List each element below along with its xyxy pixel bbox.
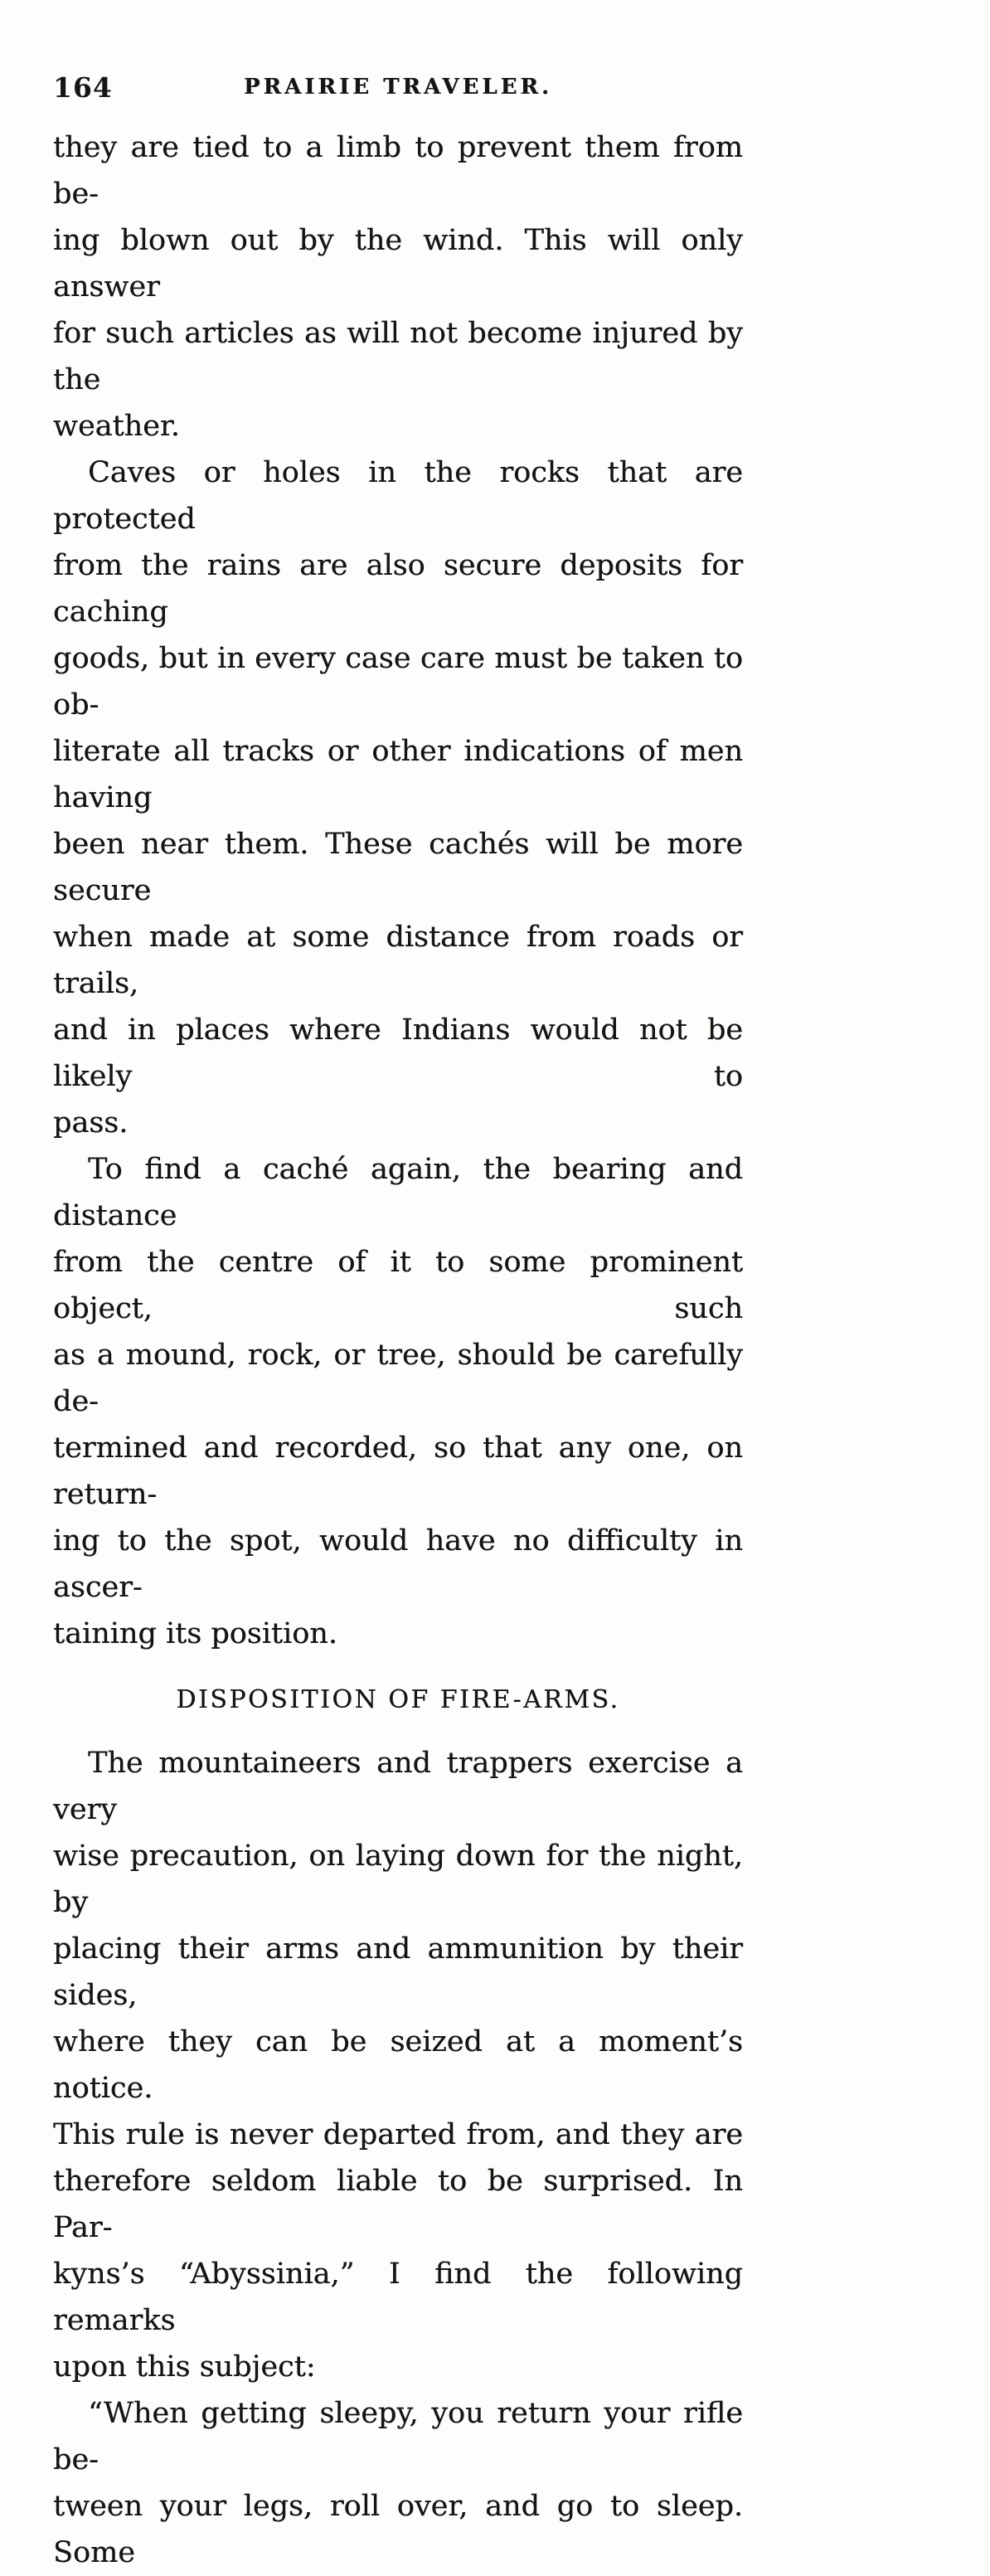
section-heading: DISPOSITION OF FIRE-ARMS. — [176, 1685, 620, 1714]
text-line: pass. — [53, 1106, 129, 1140]
text-line: ing to the spot, would have no difficulty in ascer- — [53, 1524, 743, 1604]
text-line: therefore seldom liable to be surprised. In Par- — [53, 2165, 743, 2244]
text-line: The mountaineers and trappers exercise a very — [53, 1747, 743, 1826]
text-line: placing their arms and ammunition by their sides, — [53, 1932, 743, 2012]
text-line: for such articles as will not become injured by the — [53, 317, 743, 396]
text-line: weather. — [53, 410, 180, 443]
text-line: Caves or holes in the rocks that are protected — [53, 456, 743, 536]
running-head: PRAIRIE TRAVELER. — [243, 75, 553, 100]
text-line: wise precaution, on laying down for the night, by — [53, 1840, 743, 1919]
text-line: ing blown out by the wind. This will only answer — [53, 224, 743, 304]
text-line: when made at some distance from roads or trails, — [53, 921, 743, 1000]
text-line: To find a caché again, the bearing and distance — [53, 1153, 743, 1232]
page-number: 164 — [53, 71, 113, 104]
text-line: from the centre of it to some prominent object, such — [53, 1246, 743, 1325]
text-line: where they can be seized at a moment’s notice. — [53, 2025, 743, 2105]
paragraph — [53, 450, 743, 1146]
text-line: been near them. These cachés will be more secure — [53, 828, 743, 907]
text-line: literate all tracks or other indications of men having — [53, 735, 743, 814]
text-line: and in places where Indians would not be likely to — [53, 1013, 743, 1093]
text-line: kyns’s “Abyssinia,” I find the following remarks — [53, 2258, 743, 2337]
paragraph — [53, 2390, 743, 2576]
paragraph — [53, 1146, 743, 1657]
text-line: goods, but in every case care must be taken to ob- — [53, 642, 743, 722]
paragraph — [53, 124, 743, 450]
text-line: This rule is never departed from, and they are — [53, 2118, 743, 2151]
text-block — [53, 124, 743, 2576]
text-line: upon this subject: — [53, 2350, 316, 2384]
text-line: from the rains are also secure deposits for caching — [53, 549, 743, 629]
text-line: termined and recorded, so that any one, on return- — [53, 1431, 743, 1511]
text-line: as a mound, rock, or tree, should be carefully de- — [53, 1339, 743, 1418]
paragraph — [53, 1740, 743, 2390]
text-line: taining its position. — [53, 1617, 337, 1650]
page-header — [53, 70, 743, 106]
text-line: “When getting sleepy, you return your rifle be- — [53, 2397, 743, 2476]
text-line: tween your legs, roll over, and go to sleep. Some — [53, 2490, 743, 2569]
text-line: they are tied to a limb to prevent them from be- — [53, 131, 743, 211]
